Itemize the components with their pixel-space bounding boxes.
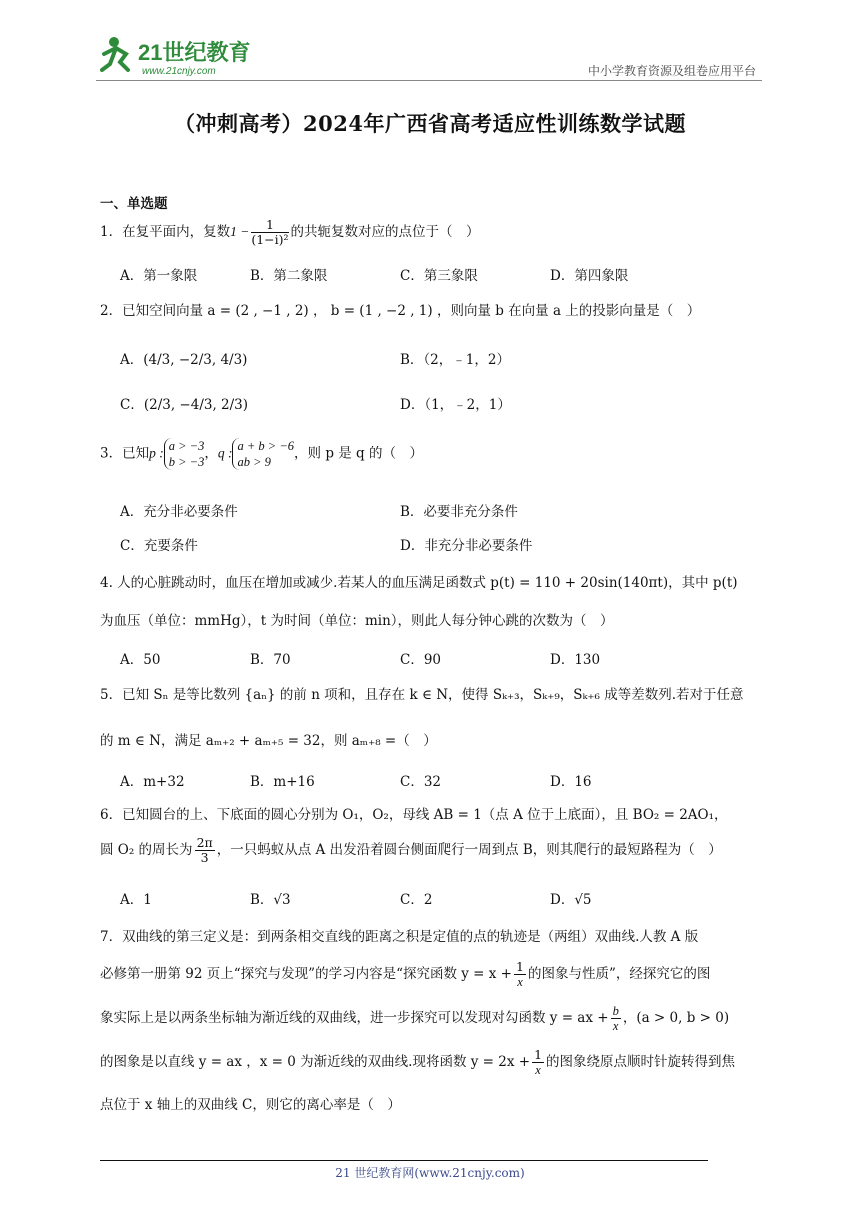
q4-option-a[interactable]: A．50 [120,652,161,668]
q5-option-b[interactable]: B．m+16 [250,774,315,790]
q1-tail: 的共轭复数对应的点位于（ ） [290,224,480,240]
q4-option-c[interactable]: C．90 [400,652,442,668]
question-7-line-1: 7．双曲线的第三定义是：到两条相交直线的距离之积是定值的点的轨迹是（两组）双曲线.人教 A 版 [100,929,699,945]
q3-option-d[interactable]: D．非充分非必要条件 [400,538,533,554]
q4-option-b[interactable]: B．70 [250,652,291,668]
question-6-line-2: 圆 O₂ 的周长为 $\frac{2\pi}{3}$ ，一只蚂蚁从点 A 出发沿着圆台侧面爬行一周到点 B，则其爬行的最短路程为（ ） [100,835,722,865]
question-2: 2．已知空间向量 a = (2 , −1 , 2) ， b = (1 , −2 , 1) ，则向量 b 在向量 a 上的投影向量是（ ） [100,303,701,319]
logo-text: 21世纪教育 [138,40,251,65]
q1-option-a[interactable]: A．第一象限 [120,268,198,284]
question-7-line-3: 象实际上是以两条坐标轴为渐近线的双曲线，进一步探究可以发现对勾函数 y = ax + $\frac{b}{x}$ ，(a > 0, b > 0) [100,1004,730,1033]
q5-option-a[interactable]: A．m+32 [120,774,185,790]
section-heading: 一、单选题 [100,196,168,212]
header-platform-text: 中小学教育资源及组卷应用平台 [587,64,756,78]
q1-option-b[interactable]: B．第二象限 [250,268,328,284]
site-logo [96,34,256,78]
q7-fraction-1: $\frac{1}{x}$ [516,959,524,989]
q6-option-d[interactable]: D．√5 [550,892,592,908]
q2-option-a[interactable]: A．(4/3, −2/3, 4/3) [120,352,248,368]
q2-option-b[interactable]: B．（2，﹣1，2） [400,352,510,368]
footer-link[interactable]: 21 世纪教育网(www.21cnjy.com) [335,1166,525,1180]
q7-fraction-3: $\frac{1}{x}$ [534,1047,543,1077]
q2-option-c-value: (2/3, −4/3, 2/3) [143,397,249,413]
page-title: （冲刺高考）2024年广西省高考适应性训练数学试题 [174,111,686,136]
q4-option-d[interactable]: D．130 [550,652,601,668]
q3-option-b[interactable]: B．必要非充分条件 [400,504,518,520]
question-4-line-1: 4. 人的心脏跳动时，血压在增加或减少.若某人的血压满足函数式 p(t) = 110 + 20sin(140πt)，其中 p(t) [100,575,738,591]
question-5-line-1: 5．已知 Sₙ 是等比数列 {aₙ} 的前 n 项和，且存在 k ∈ N，使得 Sₖ₊₃，Sₖ₊₉，Sₖ₊₆ 成等差数列.若对于任意 [100,687,744,703]
runner-logo-icon [96,34,256,78]
q1-text: 1．在复平面内，复数 [100,224,231,240]
q3-p-system: a > −3 b > −3 [164,438,205,470]
question-6-line-1: 6．已知圆台的上、下底面的圆心分别为 O₁，O₂，母线 AB = 1（点 A 位于上底面），且 BO₂ = 2AO₁， [100,807,728,823]
q5-option-c[interactable]: C．32 [400,774,442,790]
q3-q-system: a + b > −6 ab > 9 [232,438,294,470]
q6-option-c[interactable]: C．2 [400,892,433,908]
question-3: 3．已知p : a > −3 b > −3，q : a + b > −6 ab > 9，则 p 是 q 的（ ） [100,439,423,469]
question-7-line-5: 点位于 x 轴上的双曲线 C，则它的离心率是（ ） [100,1097,401,1113]
q1-fraction: $\frac{1}{\text{(1−i)²}}$ [251,217,289,247]
question-4-line-2: 为血压（单位：mmHg），t 为时间（单位：min），则此人每分钟心跳的次数为（ ） [100,613,614,629]
q3-option-a[interactable]: A．充分非必要条件 [120,504,238,520]
q2-option-c[interactable]: C．(2/3, −4/3, 2/3) [120,397,249,413]
header-divider [96,80,762,81]
q6-fraction: $\frac{2\pi}{3}$ [196,835,213,865]
question-7-line-4: 的图象是以直线 y = ax ，x = 0 为渐近线的双曲线.现将函数 y = 2x + $\frac{1}{x}$ 的图象绕原点顺时针旋转得到焦 [100,1047,736,1077]
q3-option-c[interactable]: C．充要条件 [120,538,198,554]
q1-option-c[interactable]: C．第三象限 [400,268,478,284]
question-1: 1．在复平面内，复数1 − $\frac{1}{\text{(1−i)²}}$ 的共轭复数对应的点位于（ ） [100,217,480,247]
q6-option-b[interactable]: B．√3 [250,892,291,908]
q2-option-d[interactable]: D．（1，﹣2，1） [400,397,511,413]
q1-option-d[interactable]: D．第四象限 [550,268,629,284]
question-5-line-2: 的 m ∈ N，满足 aₘ₊₂ + aₘ₊₅ = 32，则 aₘ₊₈ =（ ） [100,733,437,749]
q6-option-a[interactable]: A．1 [120,892,152,908]
question-7-line-2: 必修第一册第 92 页上“探究与发现”的学习内容是“探究函数 y = x + $\frac{1}{x}$ 的图象与性质”，经探究它的图 [100,959,711,989]
footer-divider [100,1160,708,1161]
q7-fraction-2: $\frac{b}{x}$ [612,1004,619,1033]
logo-url: www.21cnjy.com [142,66,216,77]
q2-option-a-value: (4/3, −2/3, 4/3) [143,352,248,368]
q5-option-d[interactable]: D．16 [550,774,592,790]
